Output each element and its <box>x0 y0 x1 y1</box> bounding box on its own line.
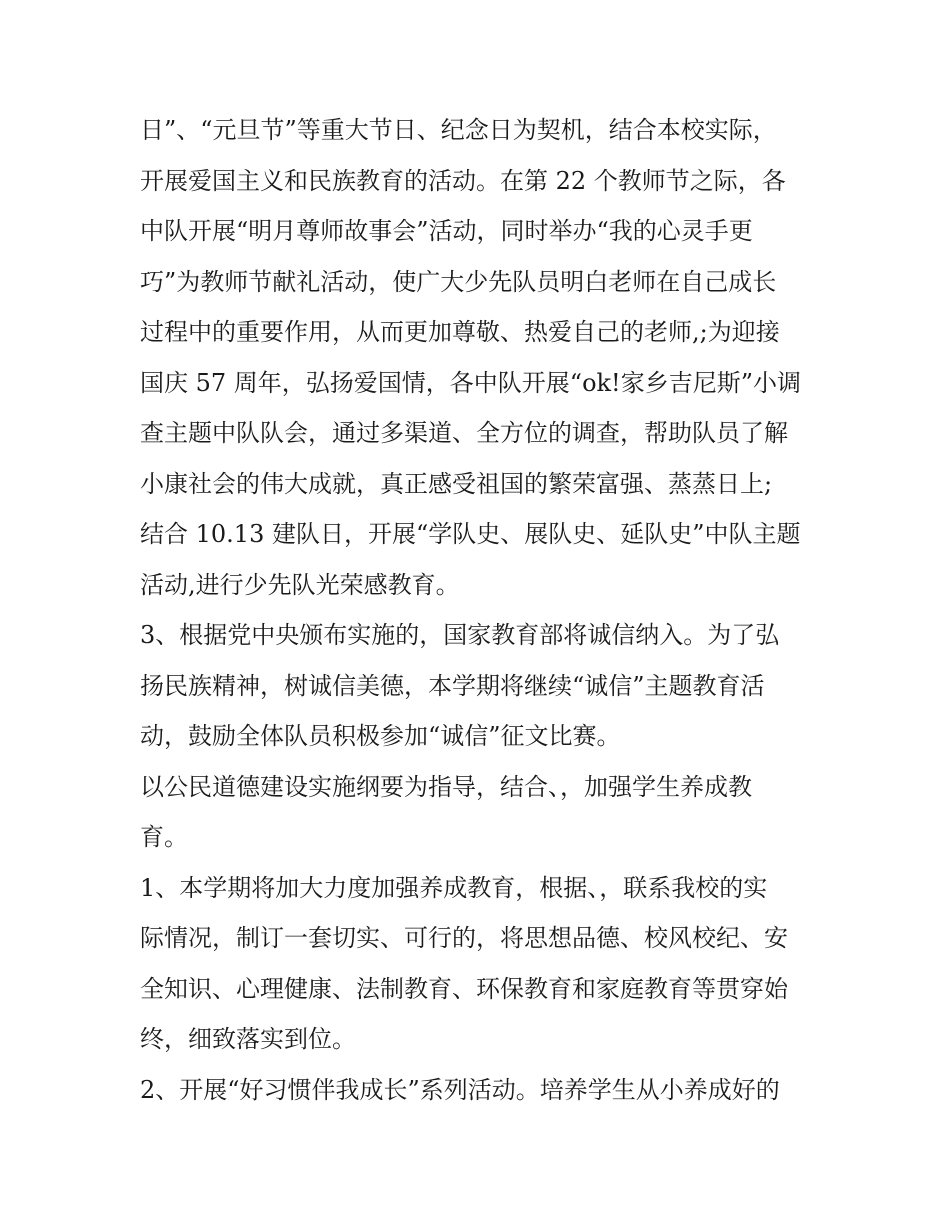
text-line: 全知识、心理健康、法制教育、环保教育和家庭教育等贯穿始 <box>140 974 788 1003</box>
text-line: 中队开展“明月尊师故事会”活动，同时举办“我的心灵手更 <box>140 217 753 245</box>
text-line: 育。 <box>140 823 188 851</box>
text-line: 以公民道德建设实施纲要为指导，结合、，加强学生养成教 <box>140 772 752 801</box>
text-line: 3、根据党中央颁布实施的，国家教育部将诚信纳入。为了弘 <box>140 621 780 649</box>
text-line: 国庆 57 周年，弘扬爱国情，各中队开展“ok!家乡吉尼斯”小调 <box>140 368 801 397</box>
text-line: 开展爱国主义和民族教育的活动。在第 22 个教师节之际，各 <box>140 166 786 195</box>
text-line: 巧”为教师节献礼活动，使广大少先队员明白老师在自己成长 <box>140 267 777 296</box>
text-line: 动，鼓励全体队员积极参加“诚信”征文比赛。 <box>140 722 621 750</box>
text-line: 2、开展“好习惯伴我成长”系列活动。培养学生从小养成好的 <box>140 1075 780 1104</box>
text-line: 过程中的重要作用，从而更加尊敬、热爱自己的老师,;为迎接 <box>140 318 780 346</box>
text-line: 日”、“元旦节”等重大节日、纪念日为契机，结合本校实际， <box>140 116 777 144</box>
text-line: 扬民族精神，树诚信美德，本学期将继续“诚信”主题教育活 <box>140 671 765 700</box>
text-line: 结合 10.13 建队日，开展“学队史、展队史、延队史”中队主题 <box>140 520 801 548</box>
document-body <box>140 105 830 1115</box>
text-line: 1、本学期将加大力度加强养成教育，根据、，联系我校的实 <box>140 873 768 902</box>
text-line: 活动,进行少先队光荣感教育。 <box>140 570 460 599</box>
text-line: 小康社会的伟大成就，真正感受祖国的繁荣富强、蒸蒸日上; <box>140 469 773 498</box>
text-line: 终，细致落实到位。 <box>140 1025 356 1053</box>
text-line: 际情况，制订一套切实、可行的，将思想品德、校风校纪、安 <box>140 924 788 952</box>
text-line: 查主题中队队会，通过多渠道、全方位的调查，帮助队员了解 <box>140 419 788 447</box>
